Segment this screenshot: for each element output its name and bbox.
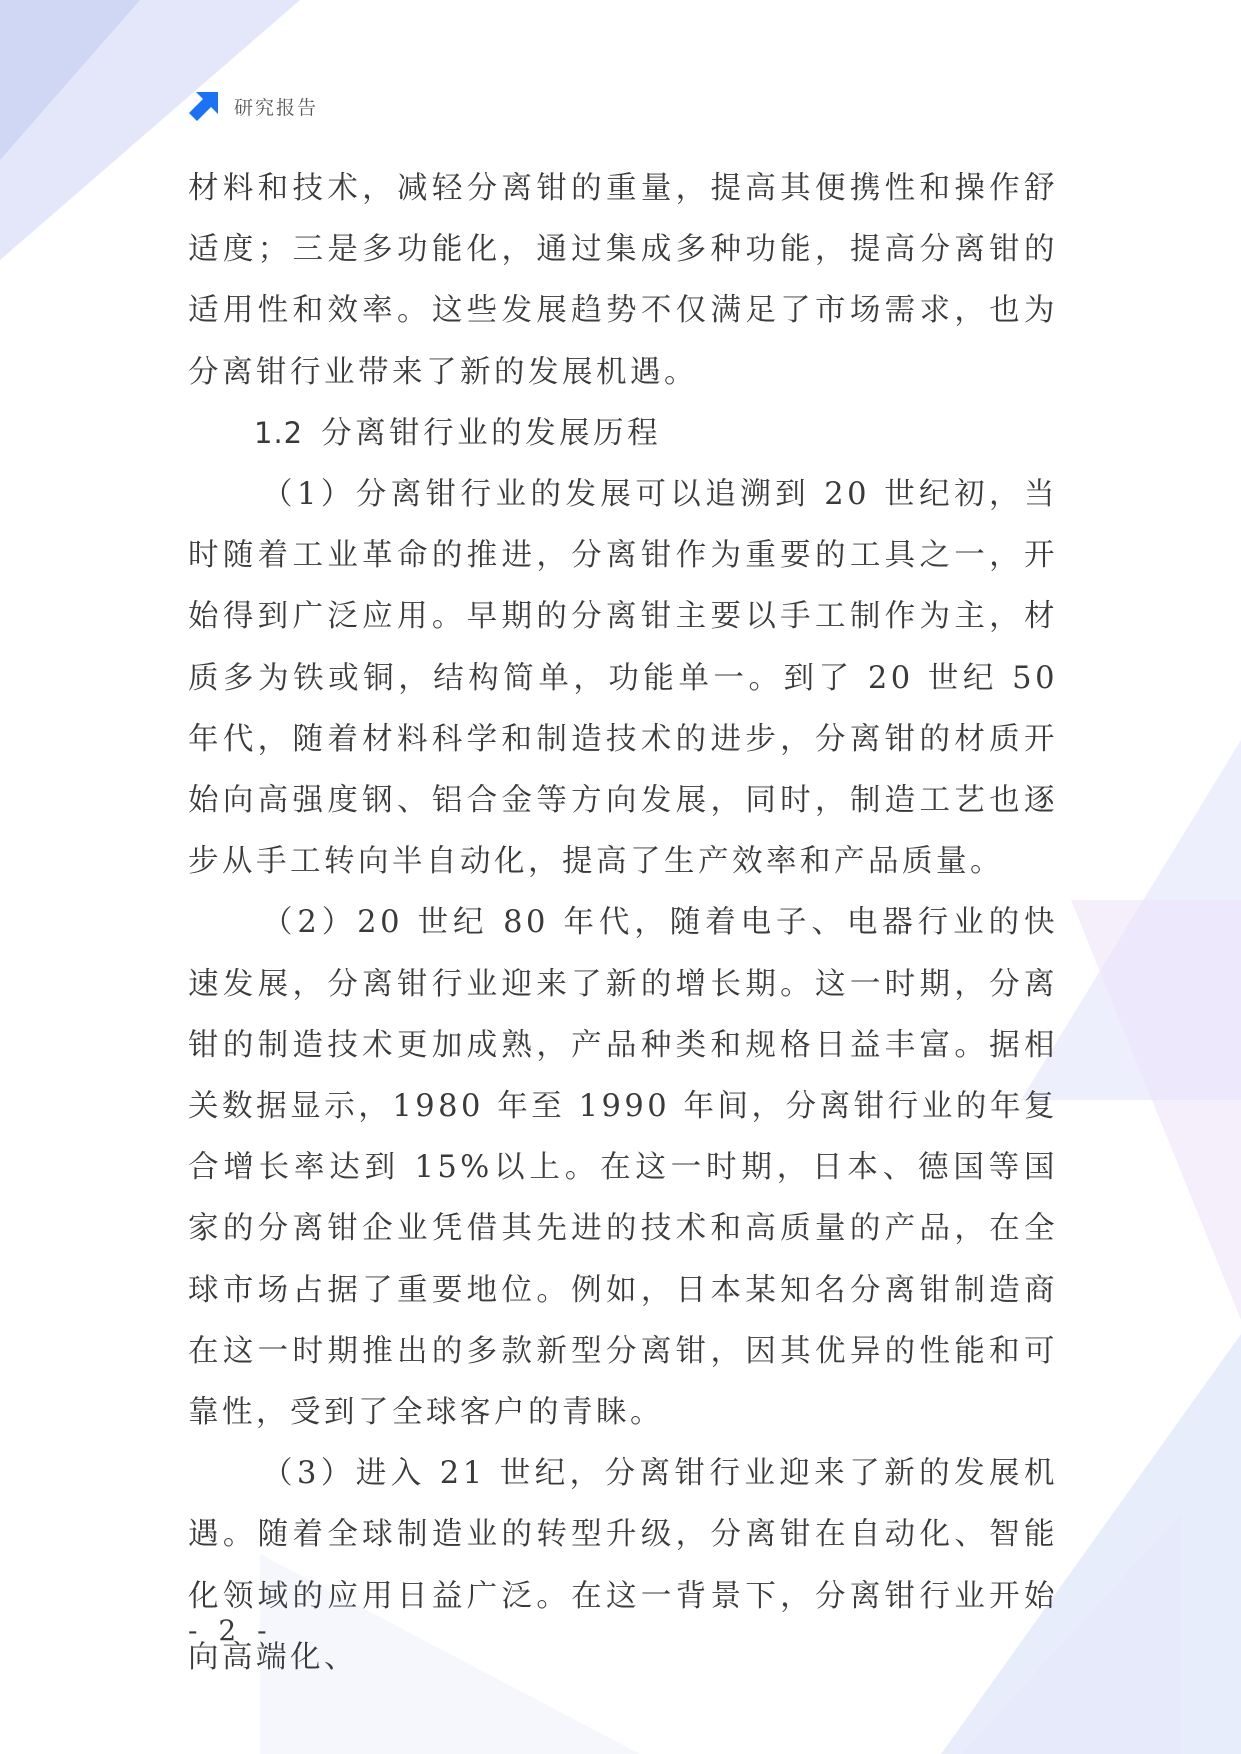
page-number: - 2 - <box>188 1614 273 1647</box>
paragraph: 材料和技术，减轻分离钳的重量，提高其便携性和操作舒适度；三是多功能化，通过集成多种功能，提高分离钳的适用性和效率。这些发展趋势不仅满足了市场需求，也为分离钳行业带来了新的发展机遇。 <box>188 171 1058 390</box>
decor-shape <box>1071 900 1241 1320</box>
paragraph: （1）分离钳行业的发展可以追溯到 20 世纪初，当时随着工业革命的推进，分离钳作为重要的工具之一，开始得到广泛应用。早期的分离钳主要以手工制作为主，材质多为铁或铜，结构简单，功能单一。到了 20 世纪 50 年代，随着材料科学和制造技术的进步，分离钳的材质开始向高强度钢、铝合金等方向发展，同时，制造工艺也逐步从手工转向半自动化，提高了生产效率和产品质量。 <box>188 477 1058 880</box>
header-title: 研究报告 <box>234 96 319 119</box>
section-title: 分离钳行业的发展历程 <box>321 415 662 451</box>
section-heading <box>188 403 1058 464</box>
decor-shape <box>0 0 140 160</box>
paragraph: （3）进入 21 世纪，分离钳行业迎来了新的发展机遇。随着全球制造业的转型升级，分离钳在自动化、智能化领域的应用日益广泛。在这一背景下，分离钳行业开始向高端化、 <box>188 1456 1058 1675</box>
paragraph: （2）20 世纪 80 年代，随着电子、电器行业的快速发展，分离钳行业迎来了新的增长期。这一时期，分离钳的制造技术更加成熟，产品种类和规格日益丰富。据相关数据显示，1980 年至 1990 年间，分离钳行业的年复合增长率达到 15%以上。在这一时期，日本、德国等国家的分离钳企业凭借其先进的技术和高质量的产品，在全球市场占据了重要地位。例如，日本某知名分离钳制造商在这一时期推出的多款新型分离钳，因其优异的性能和可靠性，受到了全球客户的青睐。 <box>188 905 1058 1431</box>
section-number: 1.2 <box>254 415 304 450</box>
document-body <box>188 158 1058 1688</box>
page-header <box>188 90 318 122</box>
arrow-up-right-icon <box>188 90 220 122</box>
